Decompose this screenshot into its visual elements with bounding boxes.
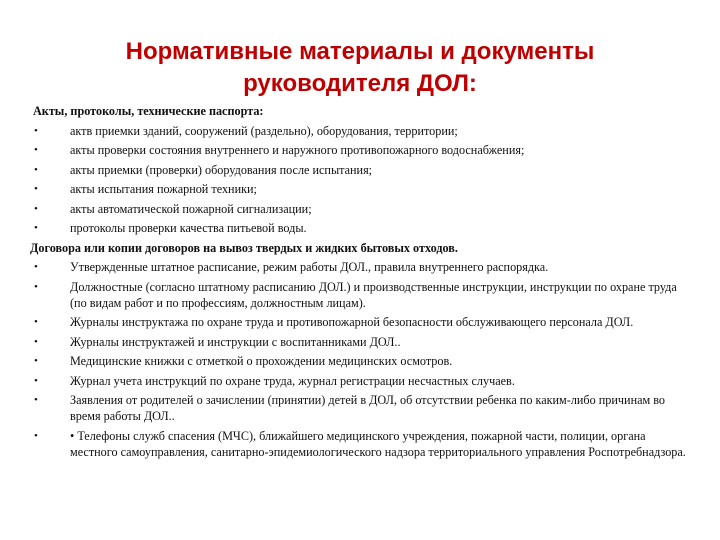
bullet-icon: • [34, 335, 38, 348]
list-item-text: • Телефоны служб спасения (МЧС), ближайшего медицинского учреждения, пожарной части, полиции, органа местного самоуправления, санитарно-эпидемиологического надзора территориального управления Роспотребнадзора. [70, 428, 686, 460]
list-item [30, 181, 696, 197]
bullet-icon: • [34, 124, 38, 137]
bullet-icon: • [34, 261, 38, 273]
list-item [30, 314, 696, 330]
list-item-text: протоколы проверки качества питьевой воды. [70, 221, 307, 235]
bullet-list-acts [30, 123, 696, 237]
list-item [30, 373, 696, 389]
list-item [30, 428, 696, 460]
list-item [30, 220, 696, 236]
title-line-2: руководителя ДОЛ: [243, 70, 477, 97]
title-line-1: Нормативные материалы и документы [125, 38, 595, 65]
bullet-icon: • [34, 202, 38, 215]
bullet-icon: • [34, 222, 38, 234]
list-item-text: Журналы инструктажей и инструкции с воспитанниками ДОЛ.. [70, 334, 401, 349]
list-item [30, 279, 696, 311]
bullet-list-documents [30, 259, 696, 460]
list-item-text: Утвержденные штатное расписание, режим работы ДОЛ., правила внутреннего распорядка. [70, 260, 549, 274]
list-item-text: Заявления от родителей о зачислении (принятии) детей в ДОЛ, об отсутствии ребенка по каким-либо причинам во время работы ДОЛ.. [70, 393, 666, 424]
list-item-text: акты приемки (проверки) оборудования после испытания; [70, 162, 373, 177]
list-item-text: актв приемки зданий, сооружений (раздельно), оборудования, территории; [70, 123, 458, 138]
section-heading-acts: Акты, протоколы, технические паспорта: [33, 104, 264, 118]
list-item-text: Медицинские книжки с отметкой о прохождении медицинских осмотров. [70, 354, 453, 369]
list-item [30, 123, 696, 139]
list-item-text: акты автоматической пожарной сигнализации; [70, 201, 312, 216]
list-item [30, 201, 696, 217]
list-item-text: акты проверки состояния внутреннего и наружного противопожарного водоснабжения; [70, 143, 525, 157]
bullet-icon: • [34, 374, 38, 387]
list-item [30, 142, 696, 158]
slide-title [40, 36, 680, 100]
list-item-text: Журнал учета инструкций по охране труда, журнал регистрации несчастных случаев. [70, 373, 515, 388]
list-item-text: Должностные (согласно штатному расписанию ДОЛ.) и производственные инструкции, инструкции по охране труда (по видам работ и по профессиям, должностным лицам). [70, 279, 677, 310]
bullet-icon: • [34, 394, 38, 407]
bullet-icon: • [34, 280, 38, 293]
bullet-icon: • [34, 355, 38, 368]
slide-content [30, 103, 696, 460]
bullet-icon: • [34, 429, 38, 442]
list-item [30, 392, 696, 424]
list-item-text: Журналы инструктажа по охране труда и противопожарной безопасности обслуживающего персонала ДОЛ. [70, 315, 634, 330]
list-item-text: акты испытания пожарной техники; [70, 182, 257, 196]
list-item [30, 259, 696, 275]
list-item [30, 334, 696, 350]
bullet-icon: • [34, 183, 38, 195]
list-item [30, 162, 696, 178]
list-item [30, 353, 696, 369]
section-heading-contracts: Договора или копии договоров на вывоз твердых и жидких бытовых отходов. [30, 240, 458, 255]
bullet-icon: • [34, 316, 38, 329]
bullet-icon: • [34, 144, 38, 156]
bullet-icon: • [34, 163, 38, 176]
